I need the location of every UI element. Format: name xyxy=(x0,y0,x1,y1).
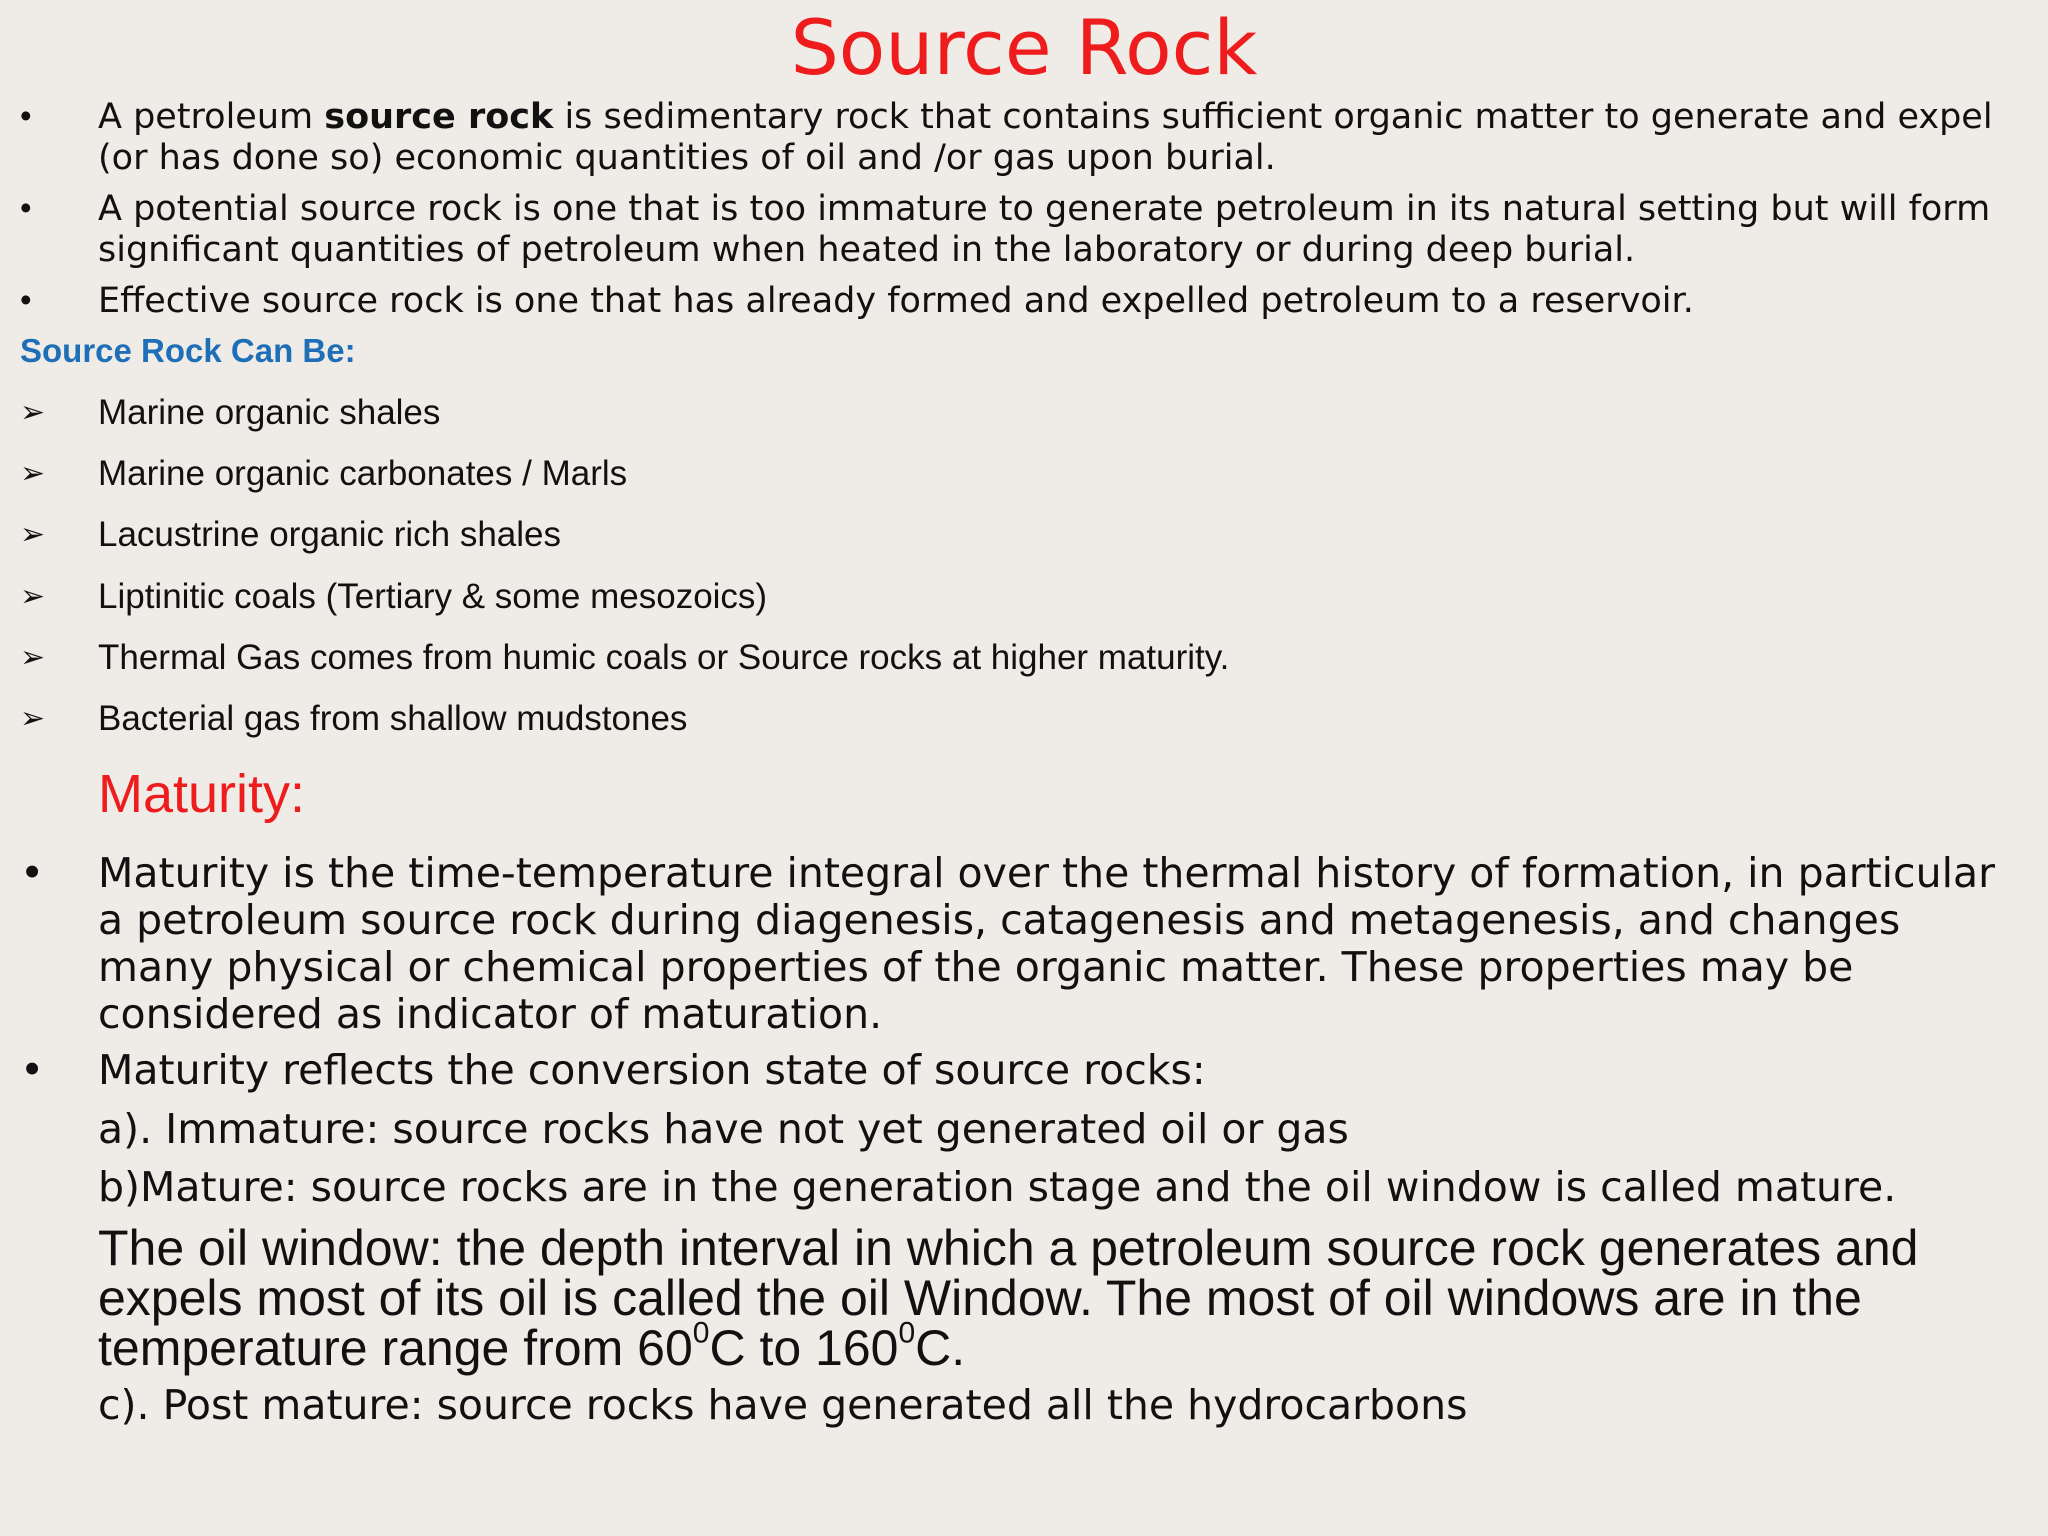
list-item: Marine organic shales xyxy=(98,393,441,432)
maturity-heading: Maturity: xyxy=(98,764,306,824)
maturity-paragraph-2: Maturity reflects the conversion state of source rocks: xyxy=(98,1046,1206,1094)
arrow-bullet-icon: ➢ xyxy=(20,640,46,675)
superscript: 0 xyxy=(692,1316,710,1350)
superscript: 0 xyxy=(898,1316,916,1350)
intro-paragraph-1 xyxy=(98,97,2013,179)
oil-window-text: C to 160 xyxy=(709,1320,899,1376)
list-item: Liptinitic coals (Tertiary & some mesozoics) xyxy=(98,577,768,616)
list-item: Thermal Gas comes from humic coals or Source rocks at higher maturity. xyxy=(98,638,1230,677)
bullet-icon: • xyxy=(20,281,32,318)
maturity-paragraph-1: Maturity is the time-temperature integral over the thermal history of formation, in particular a petroleum source rock during diagenesis, catagenesis and metagenesis, and changes many physical or chemical properties of the organic matter. These properties may be considered as indicator of maturation. xyxy=(98,849,1995,1038)
bullet-icon: • xyxy=(20,189,32,226)
arrow-bullet-icon: ➢ xyxy=(20,456,46,491)
slide-title: Source Rock xyxy=(790,3,1258,92)
list-item: Bacterial gas from shallow mudstones xyxy=(98,699,688,738)
arrow-bullet-icon: ➢ xyxy=(20,395,46,430)
list-item: Marine organic carbonates / Marls xyxy=(98,454,628,493)
oil-window-text: C. xyxy=(915,1320,966,1376)
intro-text: A petroleum xyxy=(98,97,325,137)
arrow-bullet-icon: ➢ xyxy=(20,701,46,736)
intro-bold-term: source rock xyxy=(324,97,554,137)
list-item: Lacustrine organic rich shales xyxy=(98,515,562,554)
arrow-bullet-icon: ➢ xyxy=(20,579,46,614)
stage-post-mature: c). Post mature: source rocks have generated all the hydrocarbons xyxy=(98,1381,1468,1429)
oil-window-paragraph xyxy=(98,1220,2013,1376)
bullet-icon: • xyxy=(20,849,45,897)
arrow-bullet-icon: ➢ xyxy=(20,517,46,552)
intro-text: is sedimentary rock that contains sufficient organic matter to generate and expel (or has done so) economic quantities of oil and /or gas upon burial. xyxy=(98,97,1993,178)
intro-paragraph-2: A potential source rock is one that is too immature to generate petroleum in its natural setting but will form significant quantities of petroleum when heated in the laboratory or during deep burial. xyxy=(98,189,1991,270)
stage-mature: b)Mature: source rocks are in the generation stage and the oil window is called mature. xyxy=(98,1163,1897,1211)
oil-window-text: The oil window: the depth interval in which a petroleum source rock generates and expels most of its oil is called the oil Window. The most of oil windows are in the temperature range from 60 xyxy=(98,1220,1919,1376)
bullet-icon: • xyxy=(20,1046,45,1094)
intro-paragraph-3: Effective source rock is one that has already formed and expelled petroleum to a reservoir. xyxy=(98,281,1694,321)
bullet-icon: • xyxy=(20,97,32,134)
stage-immature: a). Immature: source rocks have not yet generated oil or gas xyxy=(98,1105,1349,1153)
source-rock-can-be-heading: Source Rock Can Be: xyxy=(20,332,356,369)
